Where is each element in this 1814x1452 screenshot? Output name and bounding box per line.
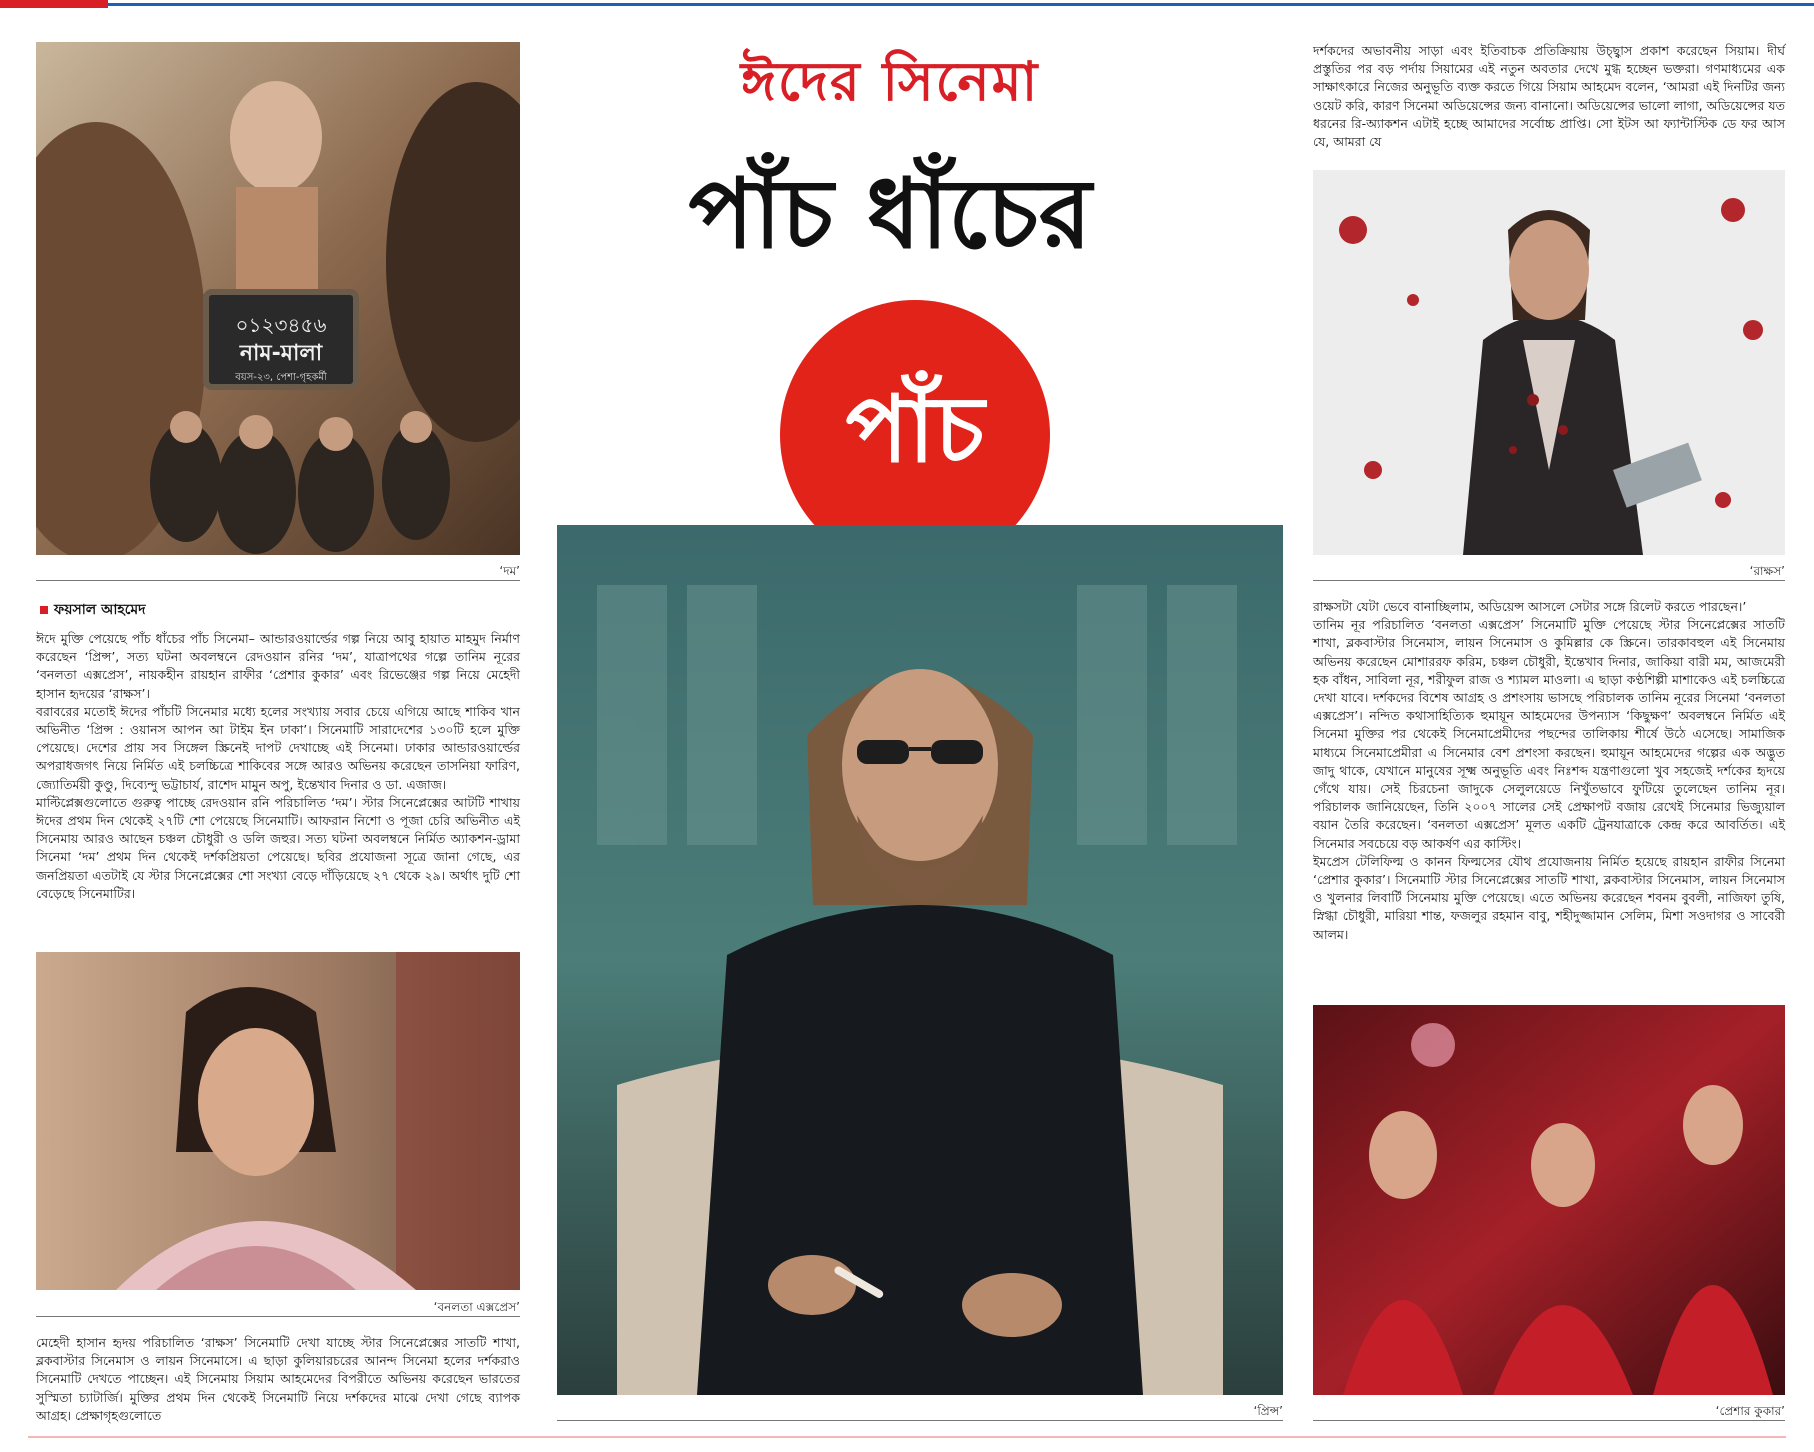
top-rule-blue — [108, 3, 1814, 6]
byline-marker — [40, 606, 48, 614]
bottom-rule — [28, 1436, 1786, 1438]
photo-banalata — [36, 952, 520, 1290]
headline: পাঁচ ধাঁচের — [688, 157, 1092, 270]
slate-line-2: নাম-মালা — [239, 341, 323, 366]
right-column-middle — [1313, 598, 1785, 988]
left-para-1: ঈদে মুক্তি পেয়েছে পাঁচ ধাঁচের পাঁচ সিনেমা– আন্ডারওয়ার্ল্ডের গল্প নিয়ে আবু হায়াত মাহমুদ নির্মাণ করেছেন ‘প্রিন্স’, সত্য ঘটনা অবলম্বনে রেদওয়ান রনির ‘দম’, যাত্রাপথের গল্পে তানিম নূরের ‘বনলতা এক্সপ্রেস’, নায়কহীন রায়হান রাফীর ‘প্রেশার কুকার’ এবং রিভেঞ্জের গল্প নিয়ে মেহেদী হাসান হৃদয়ের ‘রাক্ষস’। — [36, 631, 520, 701]
right-para-1: দর্শকদের অভাবনীয় সাড়া এবং ইতিবাচক প্রতিক্রিয়ায় উচ্ছ্বাস প্রকাশ করেছেন সিয়াম। দীর্ঘ প্রস্তুতির পর বড় পর্দায় সিয়ামের এই নতুন অবতার দেখে মুগ্ধ হচ্ছেন ভক্তরা। গণমাধ্যমের এক সাক্ষাৎকারে নিজের অনুভূতি ব্যক্ত করতে গিয়ে সিয়াম আহমেদ বলেন, ‘আমরা এই দিনটির জন্য ওয়েট করি, কারণ সিনেমা অডিয়েন্সের জন্য বানানো। অডিয়েন্সের ভালো লাগা, অডিয়েন্সের যত ধরনের রি-অ্যাকশন এটাই হচ্ছে আমাদের সর্বোচ্চ প্রাপ্তি। সো ইটস আ ফ্যান্টাস্টিক ডে ফর আস যে, আমরা যে — [1313, 43, 1785, 150]
caption-rakkhos: ‘রাক্ষস’ — [1749, 564, 1785, 578]
circle-text: পাঁচ — [845, 375, 985, 483]
top-rule-red — [0, 0, 108, 8]
caption-banalata: ‘বনলতা এক্সপ্রেস’ — [433, 1300, 520, 1314]
left-column-bottom — [36, 1334, 520, 1434]
right-para-3: তানিম নূর পরিচালিত ‘বনলতা এক্সপ্রেস’ সিনেমাটি মুক্তি পেয়েছে স্টার সিনেপ্লেক্সের সাতটি শাখা, ব্লকবাস্টার সিনেমাস, লায়ন সিনেমাস ও কুমিল্লার কে স্ক্রিনে। তারকাবহুল এই সিনেমায় অভিনয় করেছেন মোশাররফ করিম, চঞ্চল চৌধুরী, ইন্তেখাব দিনার, জাকিয়া বারী মম, আজমেরী হক বাঁধন, সাবিলা নূর, শরীফুল রাজ ও শ্যামল মাওলা। এ ছাড়া কণ্ঠশিল্পী মাশাকেও এই চলচ্চিত্রে দেখা যাবে। দর্শকদের বিশেষ আগ্রহ ও প্রশংসায় ভাসছে পরিচালক তানিম নূরের সিনেমা ‘বনলতা এক্সপ্রেস’। নন্দিত কথাসাহিত্যিক হুমায়ূন আহমেদের উপন্যাস ‘কিছুক্ষণ’ অবলম্বনে নির্মিত এই সিনেমা মুক্তির পর থেকেই সিনেমাপ্রেমীদের পছন্দের তালিকায় শীর্ষে উঠে এসেছে। সামাজিক মাধ্যমে সিনেমাপ্রেমীরা এ সিনেমার বেশ প্রশংসা করছেন। হুমায়ূন আহমেদের গল্পের এক অদ্ভুত জাদু থাকে, যেখানে মানুষের সূক্ষ্ম অনুভূতি এবং নিঃশব্দ যন্ত্রণাগুলো খুব সহজেই দর্শকের হৃদয়ে গেঁথে যায়। সেই চিরচেনা জাদুকে সেলুলয়েডে নিখুঁতভাবে ফুটিয়ে তুলেছেন তানিম নূর। পরিচালক জানিয়েছেন, তিনি ২০০৭ সালের সেই প্রেক্ষাপট বজায় রেখেই সিনেমার ভিজ্যুয়াল বয়ান তৈরি করেছেন। ‘বনলতা এক্সপ্রেস’ মূলত একটি ট্রেনযাত্রাকে কেন্দ্র করে আবর্তিত। এই সিনেমার সবচেয়ে বড় আকর্ষণ এর কাস্টিং। — [1313, 617, 1785, 851]
photo-dom — [36, 42, 520, 555]
left-para-2: বরাবরের মতোই ঈদের পাঁচটি সিনেমার মধ্যে হলের সংখ্যায় সবার চেয়ে এগিয়ে আছে শাকিব খান অভিনীত ‘প্রিন্স : ওয়ানস আপন আ টাইম ইন ঢাকা’। সিনেমাটি সারাদেশের ১৩০টি হলে মুক্তি পেয়েছে। দেশের প্রায় সব সিঙ্গেল স্ক্রিনেই দাপট দেখাচ্ছে এই সিনেমা। ঢাকার আন্ডারওয়ার্ল্ডের অপরাধজগৎ নিয়ে নির্মিত এই চলচ্চিত্রে শাকিবের সঙ্গে আরও অভিনয় করেছেন তাসনিয়া ফারিণ, জ্যোতির্ময়ী কুণ্ডু, দিব্যেন্দু ভট্টাচার্য, রাশেদ মামুন অপু, ইন্তেখাব দিনার ও ডা. এজাজ। — [36, 703, 520, 792]
left-column-top — [36, 630, 520, 950]
right-para-4: ইমপ্রেস টেলিফিল্ম ও কানন ফিল্মসের যৌথ প্রযোজনায় নির্মিত হয়েছে রায়হান রাফীর সিনেমা ‘প্রেশার কুকার’। সিনেমাটি স্টার সিনেপ্লেক্সের সাতটি শাখা, ব্লকবাস্টার সিনেমাস, লায়ন সিনেমাস ও খুলনার লিবার্টি সিনেমায় মুক্তি পেয়েছে। এতে অভিনয় করেছেন শবনম বুবলী, নাজিফা তুষি, স্নিগ্ধা চৌধুরী, মারিয়া শান্ত, ফজলুর রহমান বাবু, শহীদুজ্জামান সেলিম, মিশা সওদাগর ও সাবেরী আলম। — [1313, 853, 1785, 942]
byline-author: ফয়সাল আহমেদ — [54, 602, 146, 618]
byline — [40, 598, 146, 622]
left-para-4: মেহেদী হাসান হৃদয় পরিচালিত ‘রাক্ষস’ সিনেমাটি দেখা যাচ্ছে স্টার সিনেপ্লেক্সের সাতটি শাখা, ব্লকবাস্টার সিনেমাস ও লায়ন সিনেমাসে। এ ছাড়া কুলিয়ারচরের আনন্দ সিনেমা হলের দর্শকরাও সিনেমাটি দেখতে পাচ্ছেন। এই সিনেমায় সিয়াম আহমেদের বিপরীতে অভিনয় করেছেন ভারতের সুস্মিতা চ্যাটার্জি। মুক্তির প্রথম দিন থেকেই সিনেমাটি নিয়ে দর্শকদের মাঝে দেখা গেছে ব্যাপক আগ্রহ। প্রেক্ষাগৃহগুলোতে — [36, 1335, 520, 1423]
photo-prince — [557, 525, 1283, 1395]
photo-pressure-cooker — [1313, 1005, 1785, 1395]
slate-line-1: ০১২৩৪৫৬ — [235, 313, 327, 337]
kicker: ঈদের সিনেমা — [740, 49, 1040, 113]
caption-pressure-cooker: ‘প্রেশার কুকার’ — [1715, 1404, 1785, 1418]
photo-rakkhos — [1313, 170, 1785, 555]
right-column-top — [1313, 42, 1785, 172]
caption-prince: ‘প্রিন্স’ — [1253, 1404, 1283, 1418]
left-para-3: মাল্টিপ্লেক্সগুলোতে গুরুত্ব পাচ্ছে রেদওয়ান রনি পরিচালিত ‘দম’। স্টার সিনেপ্লেক্সের আটটি শাখায় ঈদের প্রথম দিন থেকেই ২৭টি শো পেয়েছে সিনেমাটি। আফরান নিশো ও পূজা চেরি অভিনীত এই সিনেমায় আরও আছেন চঞ্চল চৌধুরী ও ডলি জহুর। সত্য ঘটনা অবলম্বনে নির্মিত অ্যাকশন-ড্রামা সিনেমা ‘দম’ প্রথম দিন থেকেই দর্শকপ্রিয়তা পেয়েছে। ছবির প্রযোজনা সূত্রে জানা গেছে, এর জনপ্রিয়তা এতটাই যে স্টার সিনেপ্লেক্সের শো সংখ্যা বেড়ে দাঁড়িয়েছে ২৭ থেকে ২৯। অর্থাৎ দুটি শো বেড়েছে সিনেমাটির। — [36, 794, 520, 901]
top-rule — [0, 0, 1814, 10]
slate-line-3: বয়স-২৩, পেশা-গৃহকর্মী — [235, 372, 327, 383]
right-para-2: রাক্ষসটা যেটা ভেবে বানাচ্ছিলাম, অডিয়েন্স আসলে সেটার সঙ্গে রিলেট করতে পারছেন।’ — [1313, 599, 1747, 614]
caption-dom: ‘দম’ — [499, 564, 520, 578]
